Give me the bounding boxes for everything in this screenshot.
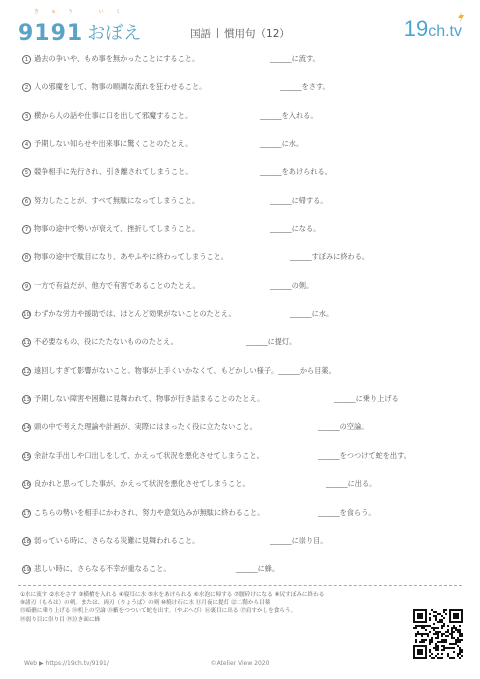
answer-blank[interactable]: ______すぼみに終わる。 [290, 252, 370, 262]
footer-web-link[interactable]: https://19ch.tv/9191/ [45, 660, 109, 667]
question-number: 18 [23, 538, 30, 545]
question-number: 5 [22, 168, 31, 177]
question-number: 6 [22, 197, 31, 206]
question-text: 頭の中で考えた理論や計画が、実際にはまったく役に立たないこと。 [34, 422, 257, 432]
question-row [22, 422, 462, 450]
answer-blank[interactable]: ______になる。 [270, 224, 321, 234]
answer-blank[interactable]: ______をさす。 [280, 82, 330, 92]
question-number: 16 [23, 482, 30, 489]
title-topic: 慣用句（12） [224, 28, 290, 40]
answer-blank[interactable]: ______をつつけて蛇を出す。 [318, 450, 411, 460]
question-row [22, 309, 462, 337]
question-number: 12 [23, 368, 30, 375]
brand-logo[interactable] [404, 16, 462, 42]
question-text: 過去の争いや、もめ事を無かったことにすること。 [34, 54, 200, 63]
question-row [22, 196, 462, 224]
question-row [22, 479, 462, 507]
question-row [22, 337, 462, 365]
question-number: 19 [23, 567, 30, 574]
answer-blank[interactable]: ______をあけられる。 [260, 167, 332, 177]
question-text: 良かれと思ってした事が、かえって状況を悪化させてしまうこと。 [34, 479, 250, 489]
logo-digits: 9191 [18, 21, 84, 46]
question-text: 余計な手出しや口出しをして、かえって状況を悪化させてしまうこと。 [34, 450, 264, 460]
brand-tld: ch.tv [428, 23, 462, 40]
footer-copyright: ©Atelier View 2020 [210, 660, 270, 667]
title-separator [217, 28, 218, 38]
answer-blank[interactable]: ______に乗り上げる [334, 394, 399, 404]
question-row [22, 224, 462, 252]
answer-blank[interactable]: ______に出る。 [326, 479, 377, 489]
question-number: 10 [23, 312, 30, 319]
answer-blank[interactable]: ______に帰する。 [270, 195, 328, 205]
question-text: 横から人の話や仕事に口を出して邪魔すること。 [34, 110, 193, 120]
answer-blank[interactable]: ______を入れる。 [260, 110, 318, 120]
question-number: 1 [22, 55, 31, 64]
question-text: わずかな労力や援助では、ほとんど効果がないことのたとえ。 [34, 309, 236, 319]
question-text: 弱っている時に、さらなる災難に見舞われること。 [34, 535, 200, 545]
question-text: 不必要なもの、役にたたないもののたとえ。 [34, 337, 178, 347]
question-text: 努力したことが、すべて無駄になってしまうこと。 [34, 195, 200, 205]
question-number: 13 [23, 397, 30, 404]
question-number: 2 [22, 83, 31, 92]
logo-kana: おぼえ [87, 23, 142, 44]
answer-key-line: ①水に流す ②水をさす ③横槍を入れる ④寝耳に水 ⑤水をあけられる ⑥水泡に帰する ⑦腰砕けになる ⑧尻すぼみに終わる [20, 592, 325, 598]
answer-blank[interactable]: ______に水。 [260, 139, 304, 149]
question-text: 予期しない知らせや出来事に驚くことのたとえ。 [34, 139, 193, 149]
question-row [22, 252, 462, 280]
question-text: こちらの勢いを相手にかわされ、努力や意気込みが無駄に終わること。 [34, 507, 265, 517]
question-text: 人の邪魔をして、物事の順調な流れを狂わせること。 [34, 82, 207, 92]
question-number: 14 [23, 425, 30, 432]
answer-blank[interactable]: ______に流す。 [270, 54, 320, 63]
question-text: 悲しい時に、さらなる不幸が重なること。 [34, 564, 171, 574]
question-number: 17 [23, 510, 30, 517]
question-text: 一方で有益だが、他方で有害であることのたとえ。 [34, 280, 200, 290]
question-row [22, 54, 462, 82]
question-row [22, 366, 462, 394]
title-subject: 国語 [190, 28, 212, 40]
answer-key-line: ⑱弱り目に祟り目 ⑲泣き面に蜂 [20, 616, 101, 623]
question-row [22, 536, 462, 564]
question-number: 8 [22, 253, 31, 262]
header [0, 0, 480, 52]
question-number: 9 [22, 282, 31, 291]
answer-blank[interactable]: ______の空論。 [318, 422, 369, 432]
answer-blank[interactable]: ______に水。 [290, 309, 334, 319]
answer-blank[interactable]: ______に崇り目。 [270, 535, 328, 545]
question-text: 物事の途中で駄目になり、あやふやに終わってしまうこと。 [34, 252, 228, 262]
question-row [22, 394, 462, 422]
qr-code-icon[interactable] [413, 609, 463, 659]
question-number: 11 [23, 340, 30, 347]
question-number: 7 [22, 225, 31, 234]
question-row [22, 564, 462, 592]
brand-number: 19 [403, 16, 429, 41]
footer-web-label: Web ▶ [24, 660, 44, 667]
question-number: 3 [22, 112, 31, 121]
lightning-icon [456, 12, 466, 22]
question-row [22, 167, 462, 195]
answer-key-line: ⑬暗礁に乗り上げる ⑭机上の空論 ⑮藪をつついて蛇を出す。（やぶへび）⑯裏目に出る ⑰肩すかしを食らう。 [20, 608, 297, 615]
question-text: 遠回しすぎて影響がないこと。物事が上手くいかなくて、もどかしい様子。 [34, 365, 279, 375]
question-number: 15 [23, 453, 30, 460]
question-row [22, 82, 462, 110]
question-row [22, 508, 462, 536]
question-text: 物事の途中で勢いが衰えて、挫折してしまうこと。 [34, 224, 200, 234]
answer-blank[interactable]: ______の剣。 [270, 280, 314, 290]
question-list [22, 54, 462, 593]
question-number: 4 [22, 140, 31, 149]
question-text: 予期しない障害や困難に見舞われて、物事が行き詰まることのたとえ。 [34, 394, 265, 404]
question-row [22, 111, 462, 139]
question-row [22, 281, 462, 309]
answer-blank[interactable]: ______を食らう。 [318, 507, 376, 517]
question-text: 競争相手に先行され、引き離されてしまうこと。 [34, 167, 193, 177]
question-row [22, 139, 462, 167]
answer-key [20, 591, 412, 624]
answer-key-line: ⑨諸刃（もろは）の剣。または、両刃（りょうば）の剣 ⑩焼け石に水 ⑪月夜に提灯 ⑫二階から目薬 [20, 600, 271, 607]
answer-divider [18, 585, 462, 586]
logo-ruby: きゅう いく [34, 9, 133, 15]
answer-blank[interactable]: ______に提灯。 [246, 337, 297, 347]
question-row [22, 451, 462, 479]
answer-blank[interactable]: ______に蜂。 [236, 564, 280, 574]
answer-blank[interactable]: ______から目薬。 [278, 365, 336, 375]
